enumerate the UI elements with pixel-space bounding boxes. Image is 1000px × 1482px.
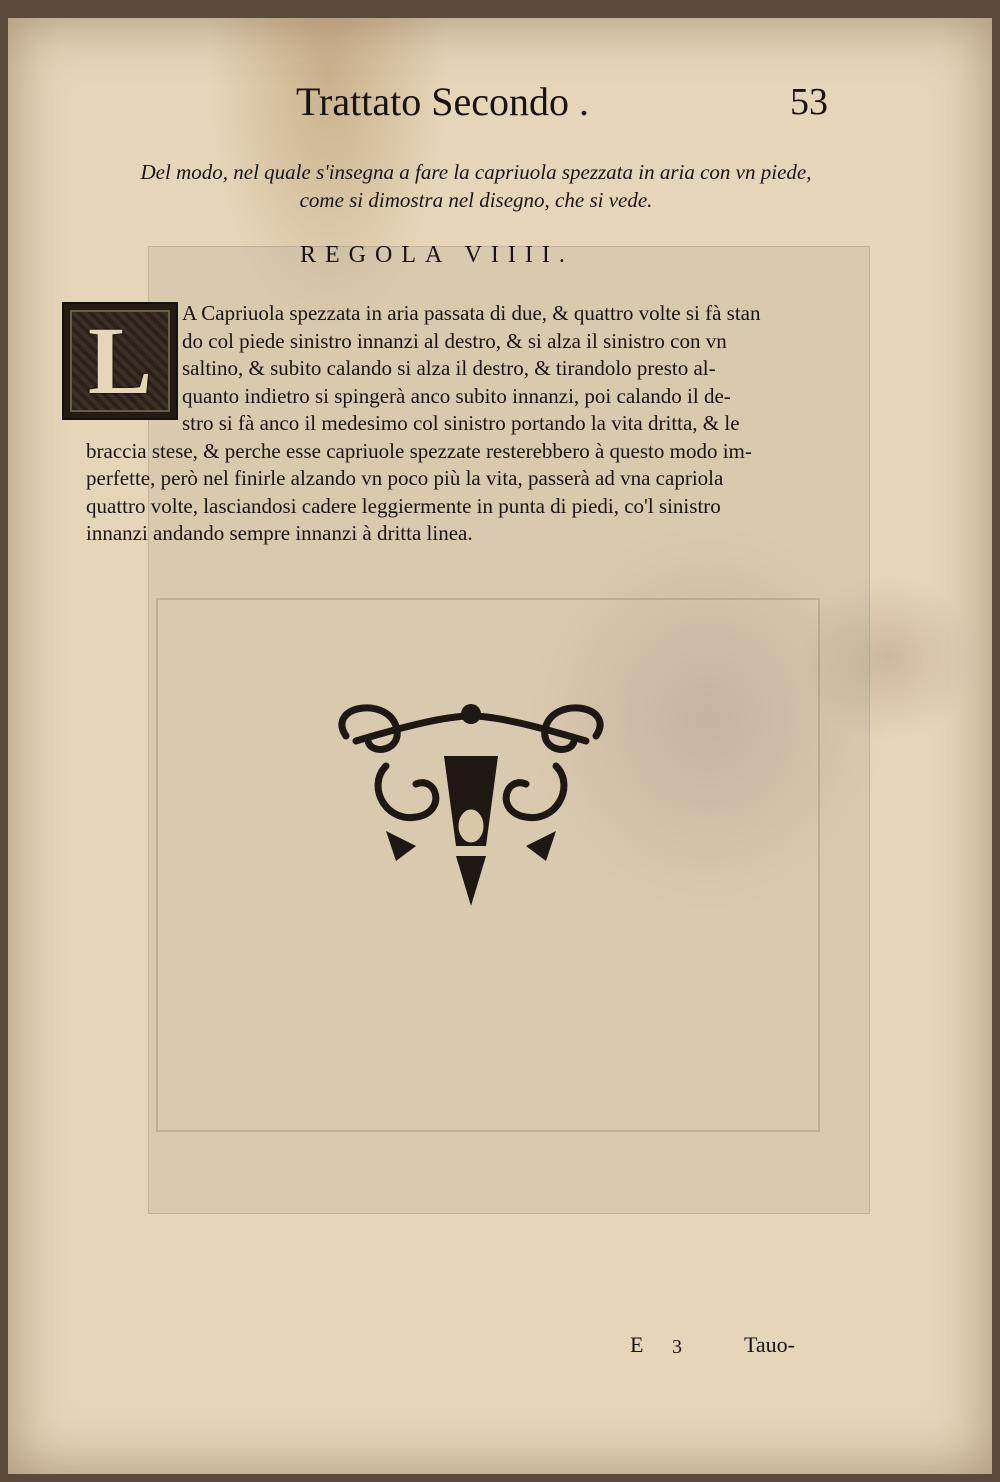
signature-number: 3 (672, 1336, 682, 1358)
body-line: do col piede sinistro innanzi al destro, & si alza il sinistro con vn (182, 328, 727, 353)
signature-mark: E (630, 1332, 644, 1357)
body-text (86, 300, 852, 548)
body-line: braccia stese, & perche esse capriuole spezzate resterebbero à questo modo im- (86, 438, 752, 463)
body-line: perfette, però nel finirle alzando vn poco più la vita, passerà ad vna capriola (86, 466, 724, 490)
body-line: innanzi andando sempre innanzi à dritta linea. (86, 521, 473, 545)
body-line: stro si fà anco il medesimo col sinistro portando la vita dritta, & le (182, 411, 740, 435)
running-head (0, 78, 1000, 128)
body-line: saltino, & subito calando si alza il destro, & tirandolo presto al- (182, 356, 716, 380)
rule-title: REGOLA VIIII. (300, 242, 574, 268)
page-number: 53 (790, 81, 828, 123)
running-head-title: Trattato Secondo . (296, 79, 589, 124)
fleuron-ornament-icon (326, 696, 616, 912)
catchword: Tauo- (744, 1332, 795, 1357)
heading-line-1: Del modo, nel quale s'insegna a fare la capriuola spezzata in aria con vn piede, (140, 160, 812, 184)
heading-line-2: come si dimostra nel disegno, che si vede. (299, 188, 653, 212)
initial-letter: L (87, 307, 153, 414)
body-line: quattro volte, lasciandosi cadere leggiermente in punta di piedi, co'l sinistro (86, 493, 721, 518)
body-line: A Capriuola spezzata in aria passata di due, & quattro volte si fà stan (182, 301, 761, 325)
chapter-heading (96, 158, 856, 214)
body-line: quanto indietro si spingerà anco subito innanzi, poi calando il de- (182, 383, 731, 408)
